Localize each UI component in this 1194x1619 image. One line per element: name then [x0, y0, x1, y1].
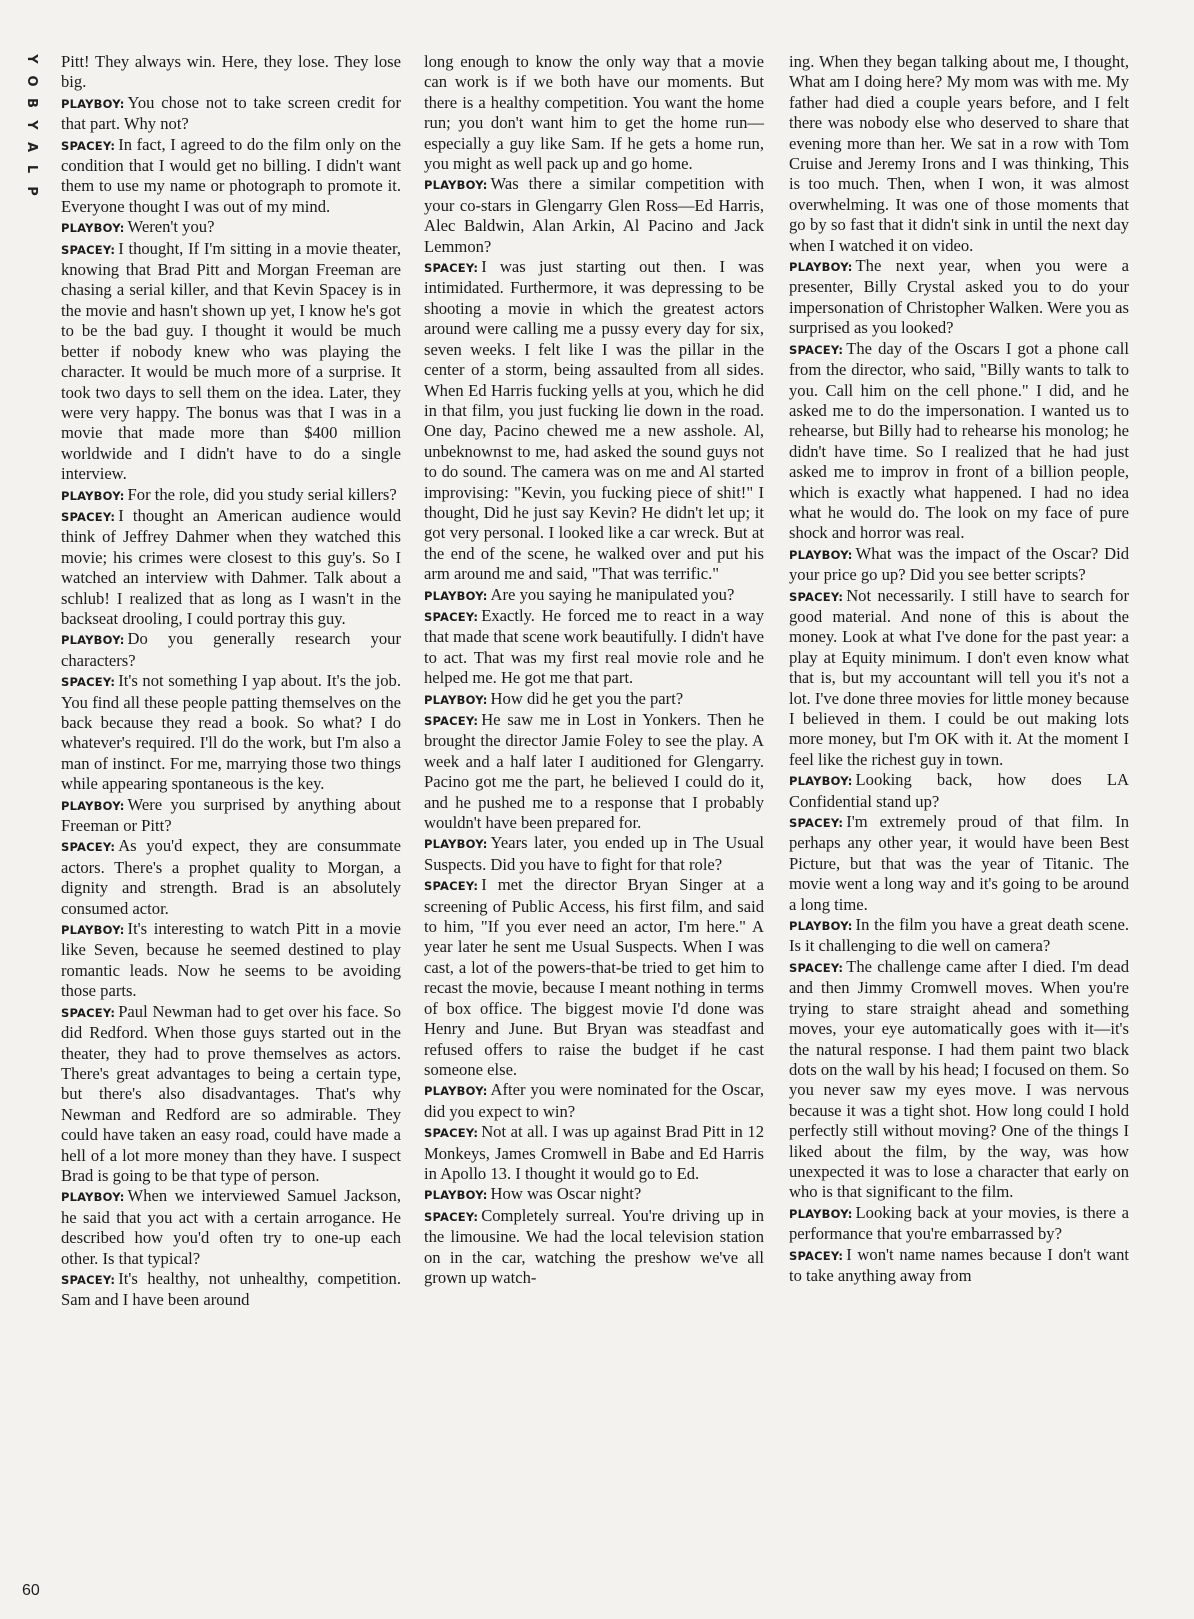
paragraph-text: Not at all. I was up against Brad Pitt in 12 Monkeys, James Cromwell in Babe and Ed Harris in Apollo 13. I thought it would go to Ed. [424, 1122, 764, 1183]
speaker-label: PLAYBOY: [789, 774, 853, 789]
interview-paragraph [424, 257, 764, 585]
article-column-2 [424, 52, 764, 1288]
speaker-label: SPACEY: [424, 714, 479, 728]
interview-paragraph [61, 919, 401, 1002]
speaker-label: SPACEY: [61, 840, 116, 855]
page-number: 60 [22, 1582, 40, 1599]
speaker-label: PLAYBOY: [61, 798, 125, 813]
speaker-label: PLAYBOY: [789, 260, 853, 275]
running-head-letter: P [24, 186, 39, 196]
paragraph-text: I thought, If I'm sitting in a movie theater, knowing that Brad Pitt and Morgan Freeman are chasing a serial killer, and that Kevin Spacey is in the movie and hasn't shown up yet, I know he's got to be the bad guy. I thought it would be much better if nobody knew who was playing the character. It would be much more of a surprise. It took two days to sell them on the idea. Later, they were very happy. The bonus was that I was in a movie that made more than $400 million worldwide and I didn't have to do a single interview. [61, 238, 401, 484]
paragraph-text: Not necessarily. I still have to search for good material. And none of this is about the money. Look at what I've done for the past year: a play at Equity minimum. I don't even know what that is, but my accountant will tell you it's not a lot. I've done three movies for little money because I believed in them. I could be out making lots more money, but I'm OK with it. At the moment I feel like the richest guy in town. [789, 585, 1129, 769]
speaker-label: PLAYBOY: [61, 96, 125, 111]
running-head-playboy [22, 48, 40, 202]
interview-paragraph [61, 671, 401, 794]
interview-paragraph [61, 795, 401, 837]
paragraph-text: Paul Newman had to get over his face. So did Redford. When those guys started out in the theater, they had to prove themselves as actors. There's great advantages to being a certain type, but there's also disadvantages. That's why Newman and Redford are so admirable. They could have taken an easy road, could have made a hell of a lot more money than they have. I suspect Brad is going to be that type of person. [61, 1001, 401, 1185]
paragraph-text: As you'd expect, they are consummate actors. There's a prophet quality to Morgan, a dignity and strength. Brad is an absolutely consumed actor. [61, 836, 401, 918]
interview-paragraph [424, 875, 764, 1080]
paragraph-text: I'm extremely proud of that film. In perhaps any other year, it would have been Best Picture, but that was the year of Titanic. The movie went a long way and it's going to be around a long time. [789, 812, 1129, 914]
speaker-label: SPACEY: [424, 609, 479, 624]
interview-paragraph [789, 256, 1129, 339]
speaker-label: SPACEY: [424, 879, 479, 894]
speaker-label: PLAYBOY: [424, 692, 488, 707]
paragraph-text: In fact, I agreed to do the film only on the condition that I would get no billing. I didn't want them to use my name or photograph to promote it. Everyone thought I was out of my mind. [61, 134, 401, 216]
paragraph-text: Are you saying he manipulated you? [490, 584, 735, 604]
speaker-label: PLAYBOY: [61, 1190, 125, 1205]
running-head-letter: B [24, 98, 39, 108]
interview-paragraph [61, 1186, 401, 1269]
interview-paragraph [424, 1206, 764, 1289]
speaker-label: PLAYBOY: [424, 1188, 488, 1203]
speaker-label: PLAYBOY: [424, 178, 488, 193]
interview-paragraph [424, 585, 764, 606]
interview-paragraph [789, 544, 1129, 586]
interview-paragraph [61, 485, 401, 506]
speaker-label: PLAYBOY: [61, 488, 125, 503]
article-column-3 [789, 52, 1129, 1286]
speaker-label: SPACEY: [61, 1005, 116, 1020]
paragraph-text: It's interesting to watch Pitt in a movie like Seven, because he seemed destined to play romantic leads. Now he seems to be avoiding those parts. [61, 919, 401, 1001]
interview-paragraph [789, 52, 1129, 256]
paragraph-text: It's healthy, not unhealthy, competition. Sam and I have been around [61, 1268, 401, 1310]
interview-paragraph [61, 1269, 401, 1311]
interview-paragraph [61, 506, 401, 629]
paragraph-text: Years later, you ended up in The Usual Suspects. Did you have to fight for that role? [424, 833, 764, 874]
speaker-label: SPACEY: [61, 675, 116, 690]
speaker-label: SPACEY: [61, 242, 116, 257]
speaker-label: PLAYBOY: [789, 919, 853, 934]
speaker-label: SPACEY: [789, 1248, 844, 1263]
running-head-letter: O [24, 75, 39, 87]
paragraph-text: It's not something I yap about. It's the job. You find all these people patting themselves on the back because they read a book. So what? I do whatever's required. I'll do the work, but I'm also a man of instinct. For me, marrying those two things while appearing spontaneous is the key. [61, 671, 401, 794]
interview-paragraph [61, 1002, 401, 1187]
paragraph-text: long enough to know the only way that a movie can work is if we both have our moments. But there is a healthy competition. You want the home run; you don't want him to get the home run—especially a guy like Sam. If he gets a home run, you might as well pack up and go home. [424, 52, 764, 174]
interview-paragraph [789, 586, 1129, 771]
interview-paragraph [789, 1245, 1129, 1287]
interview-paragraph [789, 812, 1129, 915]
paragraph-text: I met the director Bryan Singer at a screening of Public Access, his first film, and said to him, "If you ever need an actor, I'm here." A year later he sent me Usual Suspects. When I was cast, a lot of the powers-that-be tried to get him to recast the movie, because I meant nothing in terms of box office. The biggest movie I'd done was Henry and June. But Bryan was steadfast and refused offers to raise the budget if he cast someone else. [424, 875, 764, 1079]
paragraph-text: ing. When they began talking about me, I thought, What am I doing here? My mom was with me. My father had died a couple years before, and I felt there was nobody else who deserved to share that evening more than her. We sat in a row with Tom Cruise and Jeremy Irons and I was thinking, This is too much. Then, when I won, it was almost overwhelming. It was one of those moments that go by so fast that it didn't sink in until the next day when I watched it on video. [789, 52, 1129, 255]
speaker-label: SPACEY: [789, 960, 844, 975]
interview-paragraph [61, 52, 401, 93]
paragraph-text: In the film you have a great death scene. Is it challenging to die well on camera? [789, 915, 1129, 956]
paragraph-text: After you were nominated for the Oscar, did you expect to win? [424, 1080, 764, 1121]
interview-paragraph [789, 957, 1129, 1203]
running-head-letter: A [24, 141, 39, 153]
paragraph-text: I was just starting out then. I was intimidated. Furthermore, it was depressing to be shooting a movie in which the greatest actors around were calling me a pussy every day for six, seven weeks. I felt like I was the pillar in the center of a storm, being assaulted from all sides. When Ed Harris fucking yells at you, which he did in that film, you just fucking lie down in the road. One day, Pacino chewed me a new asshole. Al, unbeknownst to me, had asked the sound guys not to do sound. The camera was on me and Al started improvising: "Kevin, you fucking piece of shit!" I thought, Did he just say Kevin? He didn't let up; it got very personal. I looked like a car wreck. But at the end of the scene, he walked over and put his arm around me and said, "That was terrific." [424, 257, 764, 584]
interview-paragraph [61, 135, 401, 218]
interview-paragraph [424, 1122, 764, 1184]
speaker-label: PLAYBOY: [61, 923, 125, 938]
paragraph-text: How was Oscar night? [490, 1184, 642, 1204]
paragraph-text: Weren't you? [127, 217, 215, 237]
paragraph-text: How did he get you the part? [490, 688, 684, 708]
interview-paragraph [61, 239, 401, 485]
paragraph-text: The day of the Oscars I got a phone call from the director, who said, "Billy wants to talk to you. Call him on the cell phone." I did, and he asked me to do the impersonation. I wanted us to rehearse, but Billy had to rehearse his monolog; he didn't have time. So I realized that he had just asked me to improv in front of a billion people, which is exactly what happened. I had no idea what he would do. The look on my face of pure shock and horror was real. [789, 338, 1129, 543]
speaker-label: SPACEY: [61, 138, 116, 153]
paragraph-text: I won't name names because I don't want to take anything away from [789, 1244, 1129, 1285]
interview-paragraph [61, 93, 401, 135]
speaker-label: SPACEY: [424, 1126, 479, 1141]
interview-paragraph [424, 52, 764, 174]
interview-paragraph [424, 174, 764, 257]
speaker-label: PLAYBOY: [424, 1084, 488, 1099]
paragraph-text: When we interviewed Samuel Jackson, he said that you act with a certain arrogance. He described how you'd often try to one-up each other. Is that typical? [61, 1186, 401, 1268]
paragraph-text: Looking back, how does LA Confidential stand up? [789, 770, 1129, 811]
speaker-label: SPACEY: [424, 1209, 479, 1224]
paragraph-text: You chose not to take screen credit for that part. Why not? [61, 92, 401, 134]
paragraph-text: What was the impact of the Oscar? Did your price go up? Did you see better scripts? [789, 543, 1129, 585]
paragraph-text: I thought an American audience would think of Jeffrey Dahmer when they watched this movie; his crimes were closest to this guy's. So I watched an interview with Dahmer. Talk about a schlub! I realized that as long as I wasn't in the backseat drooling, I could portray this guy. [61, 505, 401, 628]
interview-paragraph [789, 770, 1129, 812]
interview-paragraph [424, 1080, 764, 1122]
speaker-label: PLAYBOY: [61, 633, 125, 648]
paragraph-text: The challenge came after I died. I'm dead and then Jimmy Cromwell moves. When you're trying to stare straight ahead and something moves, your eye automatically goes with it—it's the natural response. I had them paint two black dots on the wall by his head; I focused on them. So you never saw my eyes move. I was nervous because it was a tight shot. How long could I hold perfectly still without moving? One of the things I liked about the film, by the way, was how unexpected it was to lose a character that early on who is that significant to the film. [789, 956, 1129, 1202]
paragraph-text: For the role, did you study serial killers? [127, 484, 397, 504]
speaker-label: SPACEY: [424, 261, 479, 276]
paragraph-text: Looking back at your movies, is there a performance that you're embarrassed by? [789, 1202, 1129, 1244]
speaker-label: PLAYBOY: [424, 588, 488, 603]
speaker-label: SPACEY: [61, 509, 116, 524]
paragraph-text: Exactly. He forced me to react in a way that made that scene work beautifully. I didn't have to act. That was my first real movie role and he helped me. He got me that part. [424, 605, 764, 688]
speaker-label: PLAYBOY: [789, 1206, 853, 1221]
speaker-label: SPACEY: [61, 1272, 116, 1287]
running-head-letter: L [24, 164, 39, 174]
interview-paragraph [789, 915, 1129, 957]
running-head-letter: Y [24, 54, 39, 64]
speaker-label: PLAYBOY: [789, 547, 853, 562]
paragraph-text: Completely surreal. You're driving up in the limousine. We had the local television station on in the car, watching the preshow we've all grown up watch- [424, 1205, 764, 1287]
speaker-label: SPACEY: [789, 342, 844, 357]
interview-paragraph [789, 339, 1129, 544]
paragraph-text: Were you surprised by anything about Freeman or Pitt? [61, 794, 401, 836]
article-column-1 [61, 52, 401, 1311]
interview-paragraph [789, 1203, 1129, 1245]
interview-paragraph [61, 217, 401, 238]
paragraph-text: The next year, when you were a presenter, Billy Crystal asked you to do your impersonation of Christopher Walken. Were you as surprised as you looked? [789, 256, 1129, 338]
running-head-letter: Y [24, 120, 39, 130]
interview-paragraph [424, 833, 764, 875]
paragraph-text: Was there a similar competition with your co-stars in Glengarry Glen Ross—Ed Harris, Alec Baldwin, Alan Arkin, Al Pacino and Jack Lemmon? [424, 174, 764, 256]
interview-paragraph [424, 606, 764, 689]
paragraph-text: Do you generally research your characters? [61, 629, 401, 670]
speaker-label: SPACEY: [789, 816, 844, 831]
speaker-label: PLAYBOY: [424, 837, 488, 852]
paragraph-text: Pitt! They always win. Here, they lose. They lose big. [61, 52, 401, 92]
interview-paragraph [61, 836, 401, 919]
speaker-label: SPACEY: [789, 589, 844, 604]
interview-paragraph [424, 689, 764, 710]
speaker-label: PLAYBOY: [61, 221, 125, 236]
interview-paragraph [424, 1184, 764, 1205]
interview-paragraph [61, 629, 401, 671]
interview-paragraph [424, 710, 764, 833]
paragraph-text: He saw me in Lost in Yonkers. Then he brought the director Jamie Foley to see the play. A week and a half later I auditioned for Glengarry. Pacino got me the part, he believed I could do it, and he pushed me to a response that I probably wouldn't have been prepared for. [424, 710, 764, 833]
